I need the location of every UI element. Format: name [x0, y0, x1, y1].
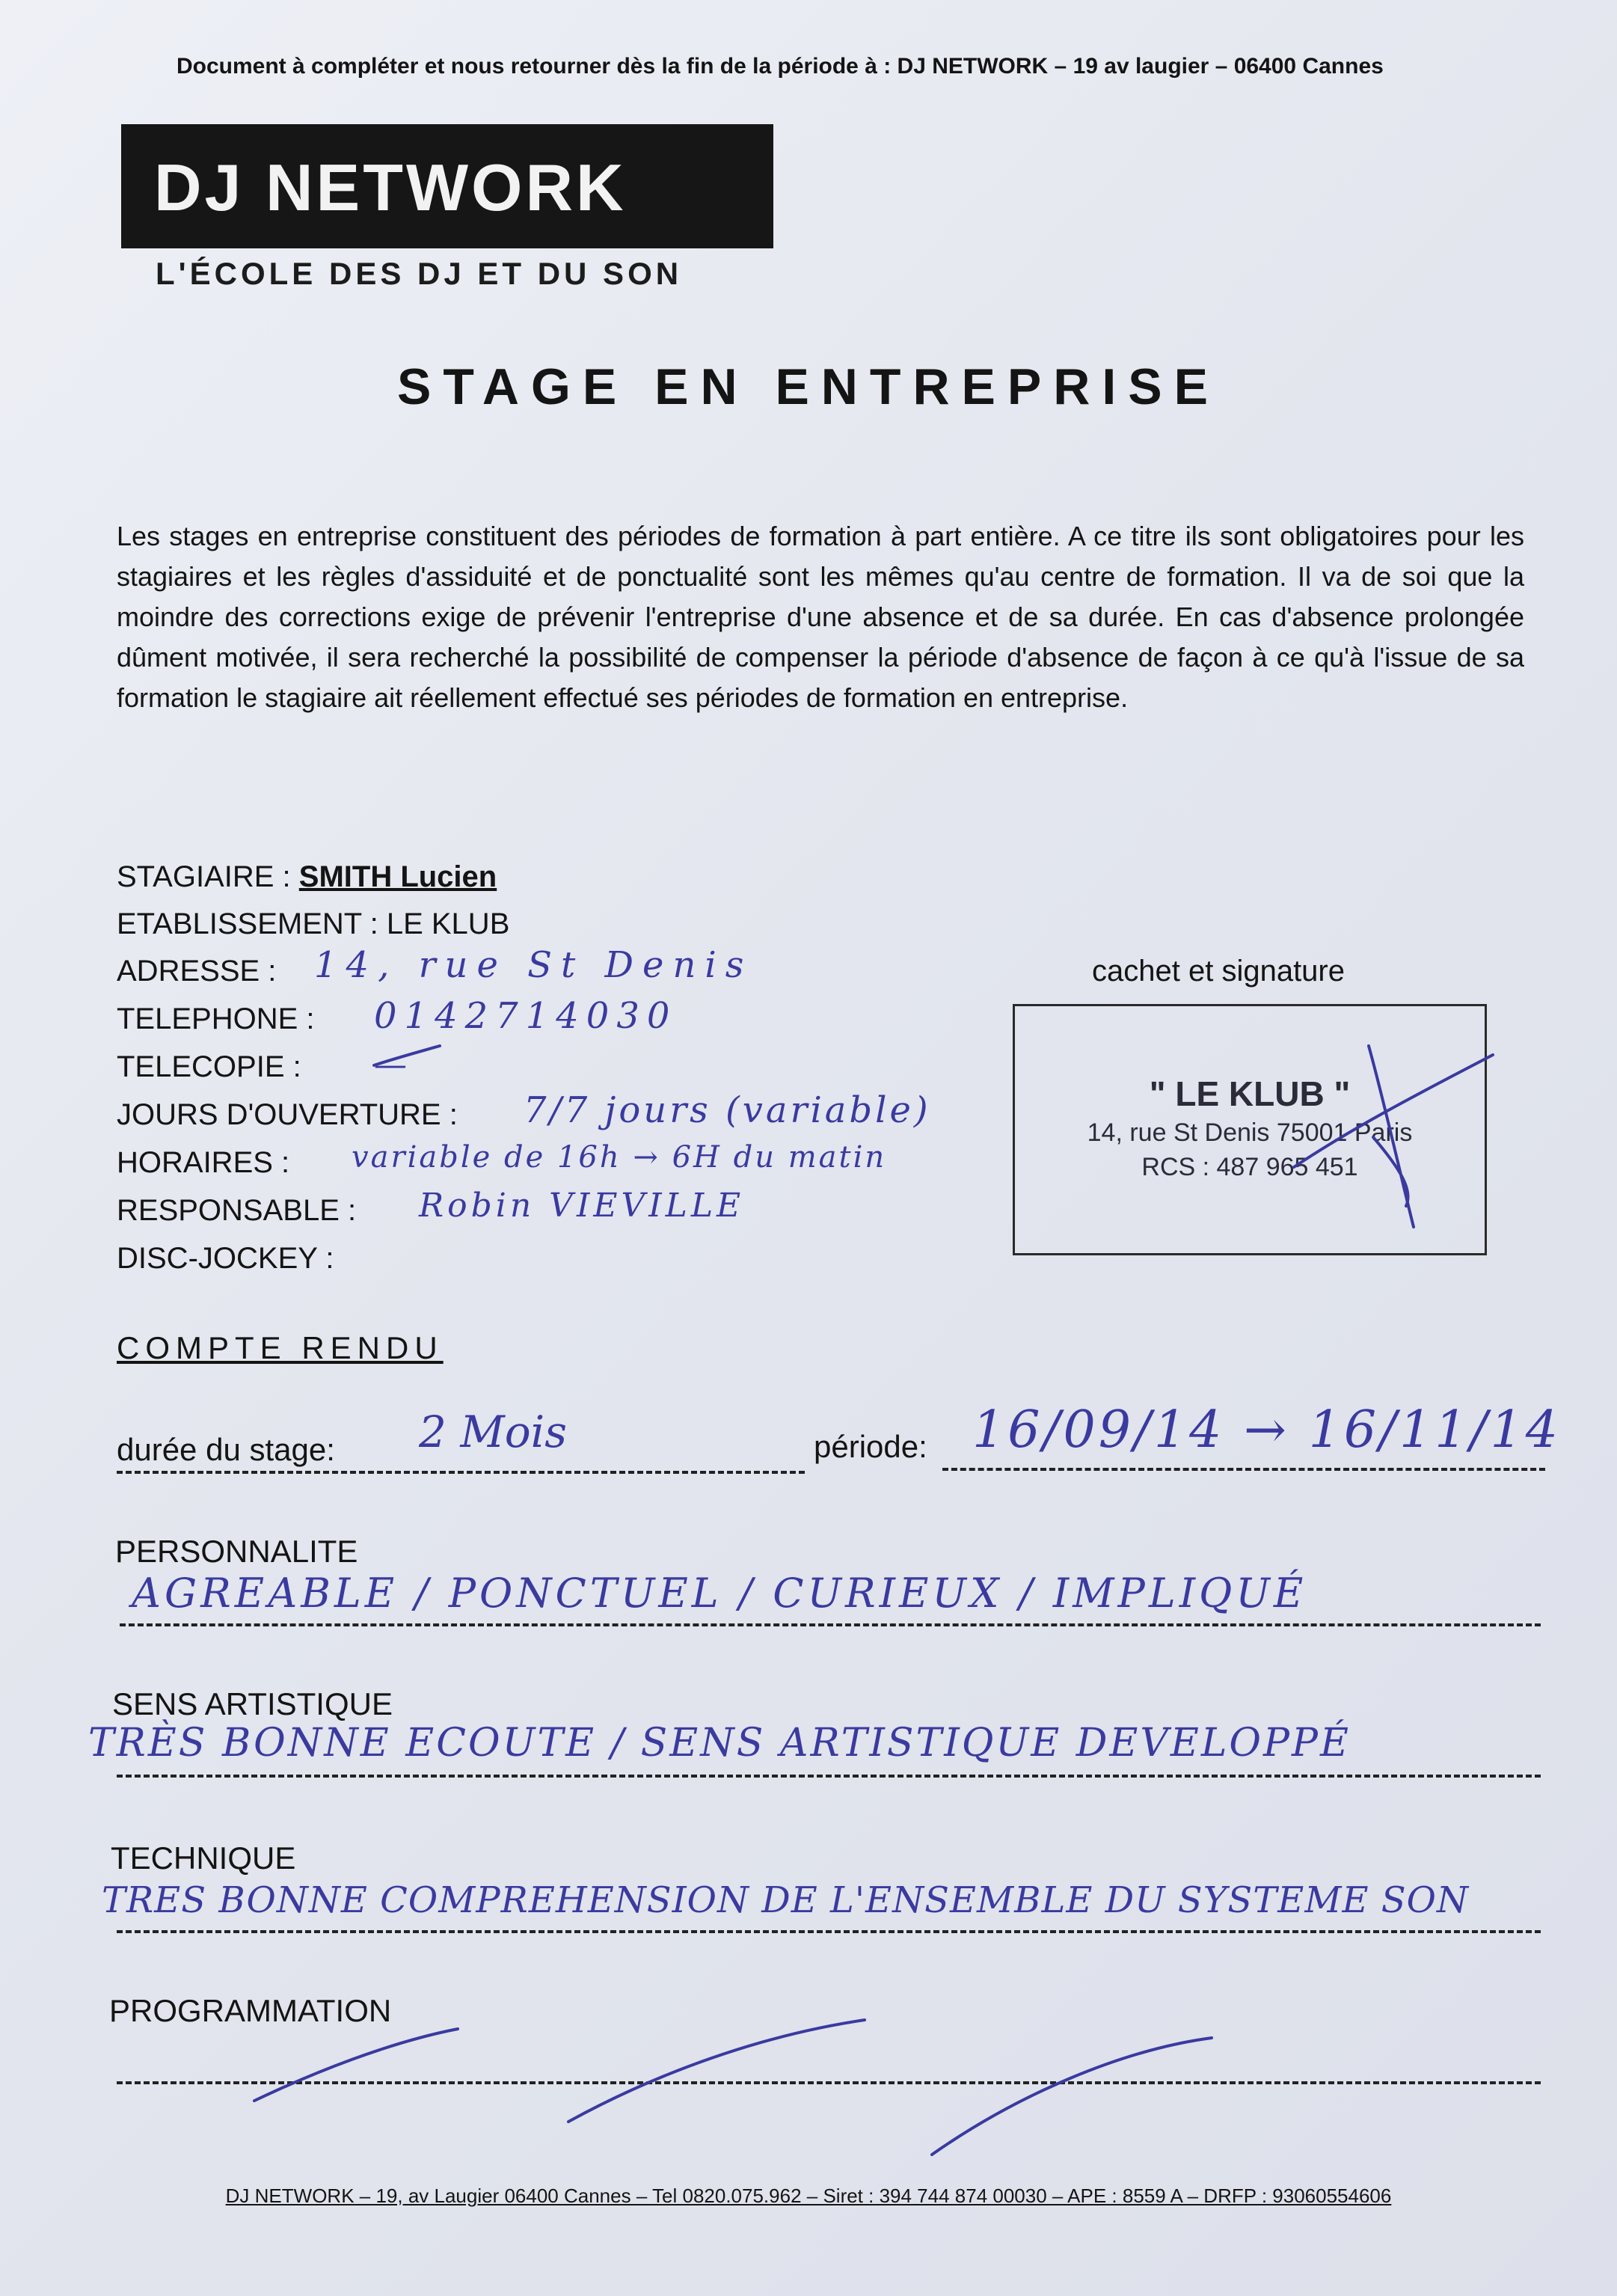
adresse-value: 14, rue St Denis [314, 944, 753, 986]
programmation-strike-2 [568, 2020, 865, 2122]
report-heading: COMPTE RENDU [117, 1330, 444, 1365]
responsable-label: RESPONSABLE : [117, 1194, 357, 1227]
stamp-caption: cachet et signature [1092, 955, 1345, 988]
sens-artistique-value: TRÈS BONNE ECOUTE / SENS ARTISTIQUE DEVELOPPÉ [88, 1721, 1351, 1766]
etablissement-row: ETABLISSEMENT : LE KLUB [117, 907, 510, 940]
discjockey-label: DISC-JOCKEY : [117, 1242, 334, 1275]
telecopie-dash [374, 1046, 440, 1065]
horaires-label: HORAIRES : [117, 1146, 290, 1179]
logo-subtitle: L'ÉCOLE DES DJ ET DU SON [156, 256, 683, 291]
horaires-value: variable de 16h → 6H du matin [352, 1140, 887, 1175]
periode-label: période: [814, 1429, 927, 1464]
jours-value: 7/7 jours (variable) [524, 1089, 931, 1131]
technique-label: TECHNIQUE [111, 1840, 296, 1876]
personnalite-label: PERSONNALITE [115, 1534, 358, 1569]
jours-label: JOURS D'OUVERTURE : [117, 1098, 458, 1131]
stamp-address: 14, rue St Denis 75001 Paris [1087, 1118, 1413, 1147]
stagiaire-label: STAGIAIRE : [117, 860, 291, 893]
personnalite-value: AGREABLE / PONCTUEL / CURIEUX / IMPLIQUÉ [132, 1570, 1307, 1617]
telecopie-label: TELECOPIE : [117, 1050, 301, 1083]
sens-artistique-label: SENS ARTISTIQUE [112, 1686, 393, 1721]
programmation-strike-3 [932, 2038, 1212, 2155]
adresse-label: ADRESSE : [117, 955, 277, 988]
signature-stroke [1294, 1046, 1493, 1227]
footer: DJ NETWORK – 19, av Laugier 06400 Cannes – Tel 0820.075.962 – Siret : 394 744 874 00030 – APE : 8559 A – DRFP : 93060554606 [225, 2185, 1392, 2207]
stamp-rcs: RCS : 487 965 451 [1141, 1153, 1358, 1181]
programmation-label: PROGRAMMATION [109, 1993, 392, 2028]
programmation-strike-1 [254, 2029, 458, 2101]
header-note: Document à compléter et nous retourner dès la fin de la période à : DJ NETWORK – 19 av laugier – 06400 Cannes [177, 54, 1384, 79]
duree-value: 2 Mois [419, 1406, 567, 1457]
telephone-label: TELEPHONE : [117, 1002, 315, 1035]
intro-paragraph: Les stages en entreprise constituent des périodes de formation à part entière. A ce titre ils sont obligatoires pour les stagiaires et les règles d'assiduité et de ponctualité sont les mêmes qu'au centre de formation. Il va de soi que la moindre des corrections exige de prévenir l'entreprise d'une absence et de sa durée. En cas d'absence prolongée dûment motivée, il sera recherché la possibilité de compenser la période d'absence de façon à ce qu'à l'issue de sa formation le stagiaire ait réellement effectué ses périodes de formation en entreprise. [117, 521, 1524, 713]
technique-value: TRES BONNE COMPREHENSION DE L'ENSEMBLE DU SYSTEME SON [102, 1879, 1469, 1921]
stagiaire-value: SMITH Lucien [298, 860, 497, 893]
responsable-value: Robin VIEVILLE [419, 1187, 745, 1225]
stamp-company-name: " LE KLUB " [1149, 1074, 1351, 1113]
periode-value: 16/09/14 → 16/11/14 [972, 1400, 1562, 1460]
telecopie-value: — [374, 1046, 407, 1084]
duree-label: durée du stage: [117, 1432, 335, 1467]
logo-text: DJ NETWORK [154, 150, 627, 224]
page-title: STAGE EN ENTREPRISE [397, 358, 1220, 415]
telephone-value: 0142714030 [374, 995, 678, 1037]
